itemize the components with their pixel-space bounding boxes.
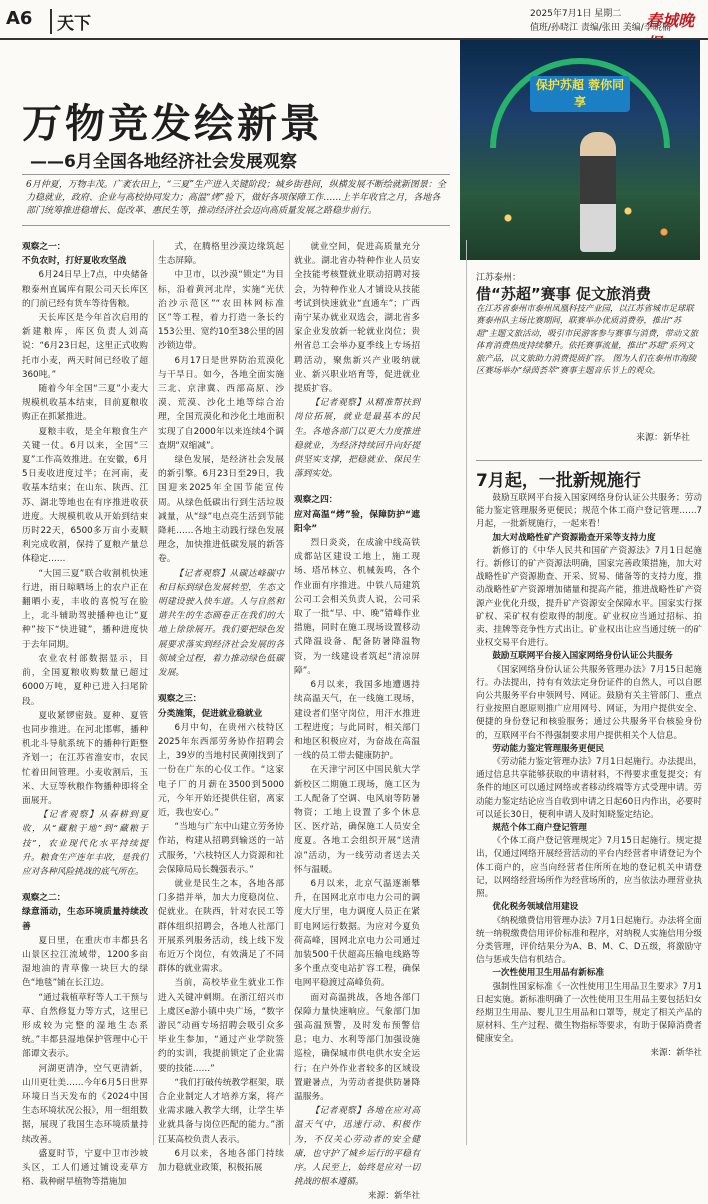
spacer (294, 481, 420, 493)
paragraph: 鼓励互联网平台接入国家网络身份认证公共服务；劳动能力鉴定管理服务更便民；规范个体工商户登记管理……7月起，一批新规施行，一起来看！ (476, 493, 702, 530)
paragraph: 烈日炎炎，在成渝中线高铁成都站区建设工地上，施工现场、塔吊林立、机械轰鸣，各个作业面有序推进。中铁八局建筑公司工会相关负责人说，公司采取了一批“早、中、晚”错峰作业措施，同时在施工现场设置移动式降温设备、配备防暑降温物资，为一线建设者筑起“清凉屏障”。 (294, 538, 420, 676)
section-heading: 绿意涌动，生态环境质量持续改善 (22, 907, 148, 932)
photo-sign: 保护苏超 蓉你同享 (530, 76, 630, 112)
rule-heading: 规范个体工商户登记管理 (492, 823, 587, 834)
photo-lights (460, 190, 700, 260)
paragraph: 《国家网络身份认证公共服务管理办法》7月15日起施行。办法提出，持有有效法定身份证件的自然人，可以自愿向公共服务平台申领网号、网证。鼓励有关主管部门、重点行业按照自愿原则推广应用网号、网证，为用户提供安全、便捷的身份登记和核验服务；通过公共服务平台核验身份的，互联网平台不得强制要求用户提供相关个人信息。 (476, 664, 702, 741)
section-heading: 观察之三： (158, 694, 202, 705)
paragraph: “大国三夏”联合收割机快速行进，雨日晾晒场上的农户正在翻晒小麦，丰收的喜悦写在脸上，北斗辅助驾驶播种也让“夏种”按下“快进键”，播种进度快于去年同期。 (22, 568, 148, 650)
paragraph: 强制性国家标准《一次性使用卫生用品卫生要求》7月1日起实施。新标准明确了一次性使用卫生用品主要包括妇女经期卫生用品、婴儿卫生用品和口罩等，规定了相关产品的原材料、生产过程、微生物指标等要求，有助于保障消费者健康安全。 (476, 981, 702, 1045)
news-photo (460, 40, 700, 260)
paragraph: 天长库区是今年首次启用的新建粮库，库区负责人刘高说：“6月23日起，这里正式收购托市小麦，两天时间已经收了超360吨。” (22, 313, 148, 380)
paragraph: 河湖更清净，空气更清新，山川更壮美……今年6月5日世界环境日当天发布的《2024中国生态环境状况公报》，用一组组数据，展现了我国生态环境质量持续改善。 (22, 1063, 148, 1145)
paragraph: 6月中旬，在贵州六枝特区2025年东西部劳务协作招聘会上，39岁的当地村民黄刚找到了一份在广东的心仪工作。“这家电子厂的月薪在3500到5000元，今年开始还提供住宿，离家近，我也安心。” (158, 722, 284, 818)
paragraph: 6月以来，我国多地遭遇持续高温天气，在一线施工现场，建设者们坚守岗位，用汗水推进工程进度；与此同时，相关部门和地区积极应对，为奋战在高温一线的员工带去健康防护。 (294, 680, 420, 762)
section-heading: 观察之四： (294, 495, 338, 506)
paragraph: 夏日里，在重庆市丰都县名山景区拉江流域带，1200多亩湿地油的青草像一块巨大的绿色“地毯”铺在长江边。 (22, 935, 148, 989)
paragraph: 绿色发展，是经济社会发展的新引擎。6月23日至29日，我国迎来2025年全国节能宣传周。从绿色低碳出行到生活垃圾减量，从“绿”电点亮生活到节能降耗……各地主动践行绿色发展理念，加快推进低碳发展的新答卷。 (158, 455, 284, 565)
photo-title: 借“苏超”赛事 促文旅消费 (476, 285, 651, 303)
article-intro: 6月仲夏，万物丰茂。广袤农田上，“三夏”生产进入关键阶段；城乡街巷间，纵横发展不断绘就新图景：全力稳就业，政府、企业与高校协同发力；高温“烤”验下，做好各项保障工作……上半年收官之月，各地各部门统筹推进稳增长、促改革、惠民生等，推动经济社会迈向高质量发展之路稳步前行。 (22, 174, 450, 226)
paragraph: “通过栽植草籽等人工干预与草、自然修复力等方式，这里已形成较为完整的湿地生态系统。”丰都县湿地保护管理中心干部谭文表示。 (22, 992, 148, 1060)
section-name: 天下 (50, 9, 91, 34)
paragraph: “我们打破传统教学框架，联合企业制定人才培养方案，将产业需求融入教学大纲，让学生毕业就具备与岗位匹配的能力。”浙江某高校负责人表示。 (158, 1077, 284, 1145)
paragraph: 【记者观察】从春耕到夏收，从“藏粮于地”到“藏粮于技”，农业现代化水平持续提升。粮食生产连年丰收，是我们应对各种风险挑战的底气所在。 (22, 810, 148, 877)
paragraph: 就业空间，促进高质量充分就业。湖北省办特种作业人员安全技能考核暨就业联动招聘对接会，为特种作业人才铺设从技能考试到快速就业“直通车”；广西南宁某办就业双选会，湖北省多家企业发放新一轮就业岗位；贵州省总工会举办夏季线上专场招聘活动，聚焦新兴产业吸纳就业、新兴职业培育等，促进就业提质扩容。 (294, 242, 420, 395)
editor-credits: 值班/孙晓江 责编/张田 美编/李晓楠 (530, 23, 671, 33)
paragraph: 夏收紧锣密鼓。夏种、夏管也同步推进。在河北邯郸，播种机北斗导航系统下的播种行距整齐划一；在江苏省淮安市，农民忙着田间管理。小麦收割后，玉米、大豆等秋粮作物播种即将全面展开。 (22, 710, 148, 806)
article-column-2 (158, 240, 284, 1173)
photo-source: 来源：新华社 (636, 433, 691, 443)
section-heading: 不负农时，打好夏收攻坚战 (22, 256, 127, 267)
paragraph: 6月24日早上7点，中央储备粮泰州直属库有限公司天长库区的门前已经有货车等待售粮。 (22, 270, 148, 309)
paragraph: 就业是民生之本，各地各部门多措并举，加大力度稳岗位、促就业。在陕西，针对农民工等群体组织招聘会，各地人社部门开展系列服务活动，线上线下发布近万个岗位，有效满足了不同群体的就业需求。 (158, 878, 284, 975)
right-divider (476, 460, 702, 461)
rule-heading: 优化税务领域信用建设 (492, 902, 579, 913)
paragraph: 【记者观察】从碳达峰碳中和目标到绿色发展转型，生态文明建设驶入快车道。人与自然和谐共生的生态画卷正在我们的大地上徐徐展开。我们要把绿色发展要求落实到经济社会发展的各领域全过程，着力推动绿色低碳发展。 (158, 568, 284, 679)
column-divider (153, 240, 154, 1145)
paragraph: 新修订的《中华人民共和国矿产资源法》7月1日起施行。新修订的矿产资源法明确，国家完善政策措施，加大对战略性矿产资源勘查、开采、贸易、储备等的支持力度，推动战略性矿产资源增加储量和提高产能，推进战略性矿产资源产业优化升级，提升矿产资源安全保障水平。国家实行探矿权、采矿权有偿取得的制度。矿业权应当通过招标、拍卖、挂牌等竞争性方式出让。矿业权出让应当通过统一的矿业权交易平台进行。 (476, 545, 702, 649)
paragraph: 【记者观察】各地在应对高温天气中，迅速行动、积极作为，不仅关心劳动者的安全健康，也守护了城乡运行的平稳有序。人民至上，始终是应对一切挑战的根本遵循。 (294, 1106, 420, 1188)
article-subheadline: ——6月全国各地经济社会发展观察 (30, 152, 297, 172)
section-heading: 观察之二： (22, 893, 66, 904)
source-credit: 来源：新华社 (650, 1047, 702, 1058)
page-number: A6 (6, 8, 33, 29)
rule-heading: 加大对战略性矿产资源勘查开采等支持力度 (492, 532, 656, 543)
column-divider (289, 240, 290, 1145)
new-rules-column (476, 492, 702, 1148)
paragraph: 6月以来，北京气温逐渐攀升，在国网北京市电力公司的调度大厅里，电力调度人员正在紧盯电网运行数据。为应对今夏负荷高峰，国网北京电力公司通过加装500千伏超高压输电线路等多个重点变电站扩容工程，确保电网平稳渡过高峰负荷。 (294, 878, 420, 989)
newspaper-masthead: 春城晚 (646, 11, 695, 30)
paragraph: “当地与广东中山建立劳务协作站，构建从招聘到输送的一站式服务，‘六枝特区人力资源和社会保障局局长魏强表示。” (158, 822, 284, 875)
paragraph: 6月17日是世界防治荒漠化与干旱日。如今，各地全面实施三北、京津冀、西部高原、沙漠、荒漠、沙化土地等综合治理，全国荒漠化和沙化土地面积实现了自2000年以来连续4个调查期“双缩减”。 (158, 355, 284, 451)
issue-date: 2025年7月1日 星期二 (530, 9, 622, 19)
paragraph: 6月以来，各地各部门持续加力稳就业政策，积极拓展 (158, 1148, 284, 1173)
paragraph: 在天津宁河区中国民航大学新校区二期施工现场，施工区为工人配备了空调、电风扇等防暑物资；工地上设置了多个休息区、医疗站，确保施工人员安全度夏。各地工会组织开展“送清凉”活动，为一线劳动者送去关怀与温暖。 (294, 765, 420, 875)
paragraph: 式，在腾格里沙漠边缘筑起生态屏障。 (158, 242, 284, 267)
spacer (22, 879, 148, 891)
photo-caption: 在江苏省泰州市泰州凤凰科技产业园，以江苏省城市足球联赛泰州队主场比赛期间，联赛举办优质消费券，推出“苏超”主题文旅活动，吸引市民游客参与赛事与消费，带动文旅体育消费热度持续攀升。依托赛事流量，推出“苏超”系列文旅产品，以文旅助力消费提质扩容。 图为人们在泰州市海陵区赛场举办“绿茵荟萃”赛事主题音乐节上的观众。 (476, 303, 699, 376)
article-headline: 万物竞发绘新景 (22, 101, 323, 147)
paragraph: 《劳动能力鉴定管理办法》7月1日起施行。办法提出，通过信息共享能够获取的申请材料，不得要求重复提交；有条件的地区可以通过网络或者移动终端等方式受理申请。劳动能力鉴定结论应当自收到申请之日起60日内作出，必要时可以延长30日，便利申请人及时知晓鉴定结论。 (476, 757, 702, 820)
new-rules-title: 7月起，一批新规施行 (476, 471, 641, 491)
article-column-1 (22, 240, 148, 1188)
section-heading: 分类施策，促进就业稳就业 (158, 708, 263, 719)
paragraph: 【记者观察】从精准帮扶到岗位拓展，就业是最基本的民生。各地各部门以更大力度推进稳就业，为经济持续回升向好提供坚实支撑，把稳就业、保民生落到实处。 (294, 398, 420, 480)
spacer (158, 680, 284, 692)
paragraph: 当前，高校毕业生就业工作进入关键冲刺期。在浙江绍兴市上虞区e游小镇中央广场，“数字游民”动画专场招聘会吸引众多毕业生参加，“通过产业学院签约的实训，我提前锁定了企业需要的技能……” (158, 978, 284, 1074)
section-heading: 应对高温“烤”验，保障防护“遮阳伞” (294, 509, 420, 534)
rule-heading: 劳动能力鉴定管理服务更便民 (492, 743, 605, 754)
photo-region: 江苏泰州： (476, 273, 522, 283)
paragraph: 随着今年全国“三夏”小麦大规模机收基本结束，目前夏粮收购正在抓紧推进。 (22, 384, 148, 423)
source-credit: 来源：新华社 (367, 1191, 420, 1202)
paragraph: 农业农村部数据显示，目前，全国夏粮收购数量已超过6000万吨，夏种已进入扫尾阶段。 (22, 653, 148, 707)
rule-heading: 鼓励互联网平台接入国家网络身份认证公共服务 (492, 651, 673, 662)
paragraph: 《个体工商户登记管理规定》7月15日起施行。规定提出，仅通过网络开展经营活动的平台内经营者申请登记为个体工商户的，应当向经营者住所所在地的登记机关申请登记，以网络经营场所作为经营场所的，应当依法办理营业执照。 (476, 836, 702, 900)
article-column-3 (294, 240, 420, 1202)
paragraph: 夏粮丰收，是全年粮食生产关键一仗。6月以来，全国“三夏”工作高效推进。在安徽，6月5日麦收进度过半；在河南，麦收基本结束；在山东、陕西、江苏、湖北等地也在有序推进收获进度。大规模机收从开始到结束历时22天，6500多万亩小麦顺利完成收割，保持了夏粮产量总体稳定…… (22, 426, 148, 565)
paragraph: 面对高温挑战，各地各部门保障力量快速响应。气象部门加强高温预警，及时发布预警信息；电力、水利等部门加强设施巡检，确保城市供电供水安全运行；在户外作业者较多的区域设置避暑点，为劳动者提供防暑降温服务。 (294, 992, 420, 1102)
paragraph: 中卫市，以沙漠“锁定”为目标，沿着黄河北岸，实施“光伏治沙示范区”“农田林网标准区”等工程，着力打造一条长约153公里、宽约10至38公里的固沙锁边带。 (158, 270, 284, 352)
column-divider (466, 240, 467, 1145)
paragraph: 《纳税缴费信用管理办法》7月1日起施行。办法将全面统一纳税缴费信用评价标准和程序，对纳税人实施信用分级分类管理，评价结果分为A、B、M、C、D五级，将激励守信与惩戒失信有机结合。 (476, 915, 702, 966)
rule-heading: 一次性使用卫生用品有新标准 (492, 968, 605, 979)
paragraph: 盛夏时节，宁夏中卫市沙坡头区，工人们通过铺设麦草方格、栽种耐旱植物等措施加 (22, 1148, 148, 1188)
section-heading: 观察之一： (22, 242, 66, 252)
